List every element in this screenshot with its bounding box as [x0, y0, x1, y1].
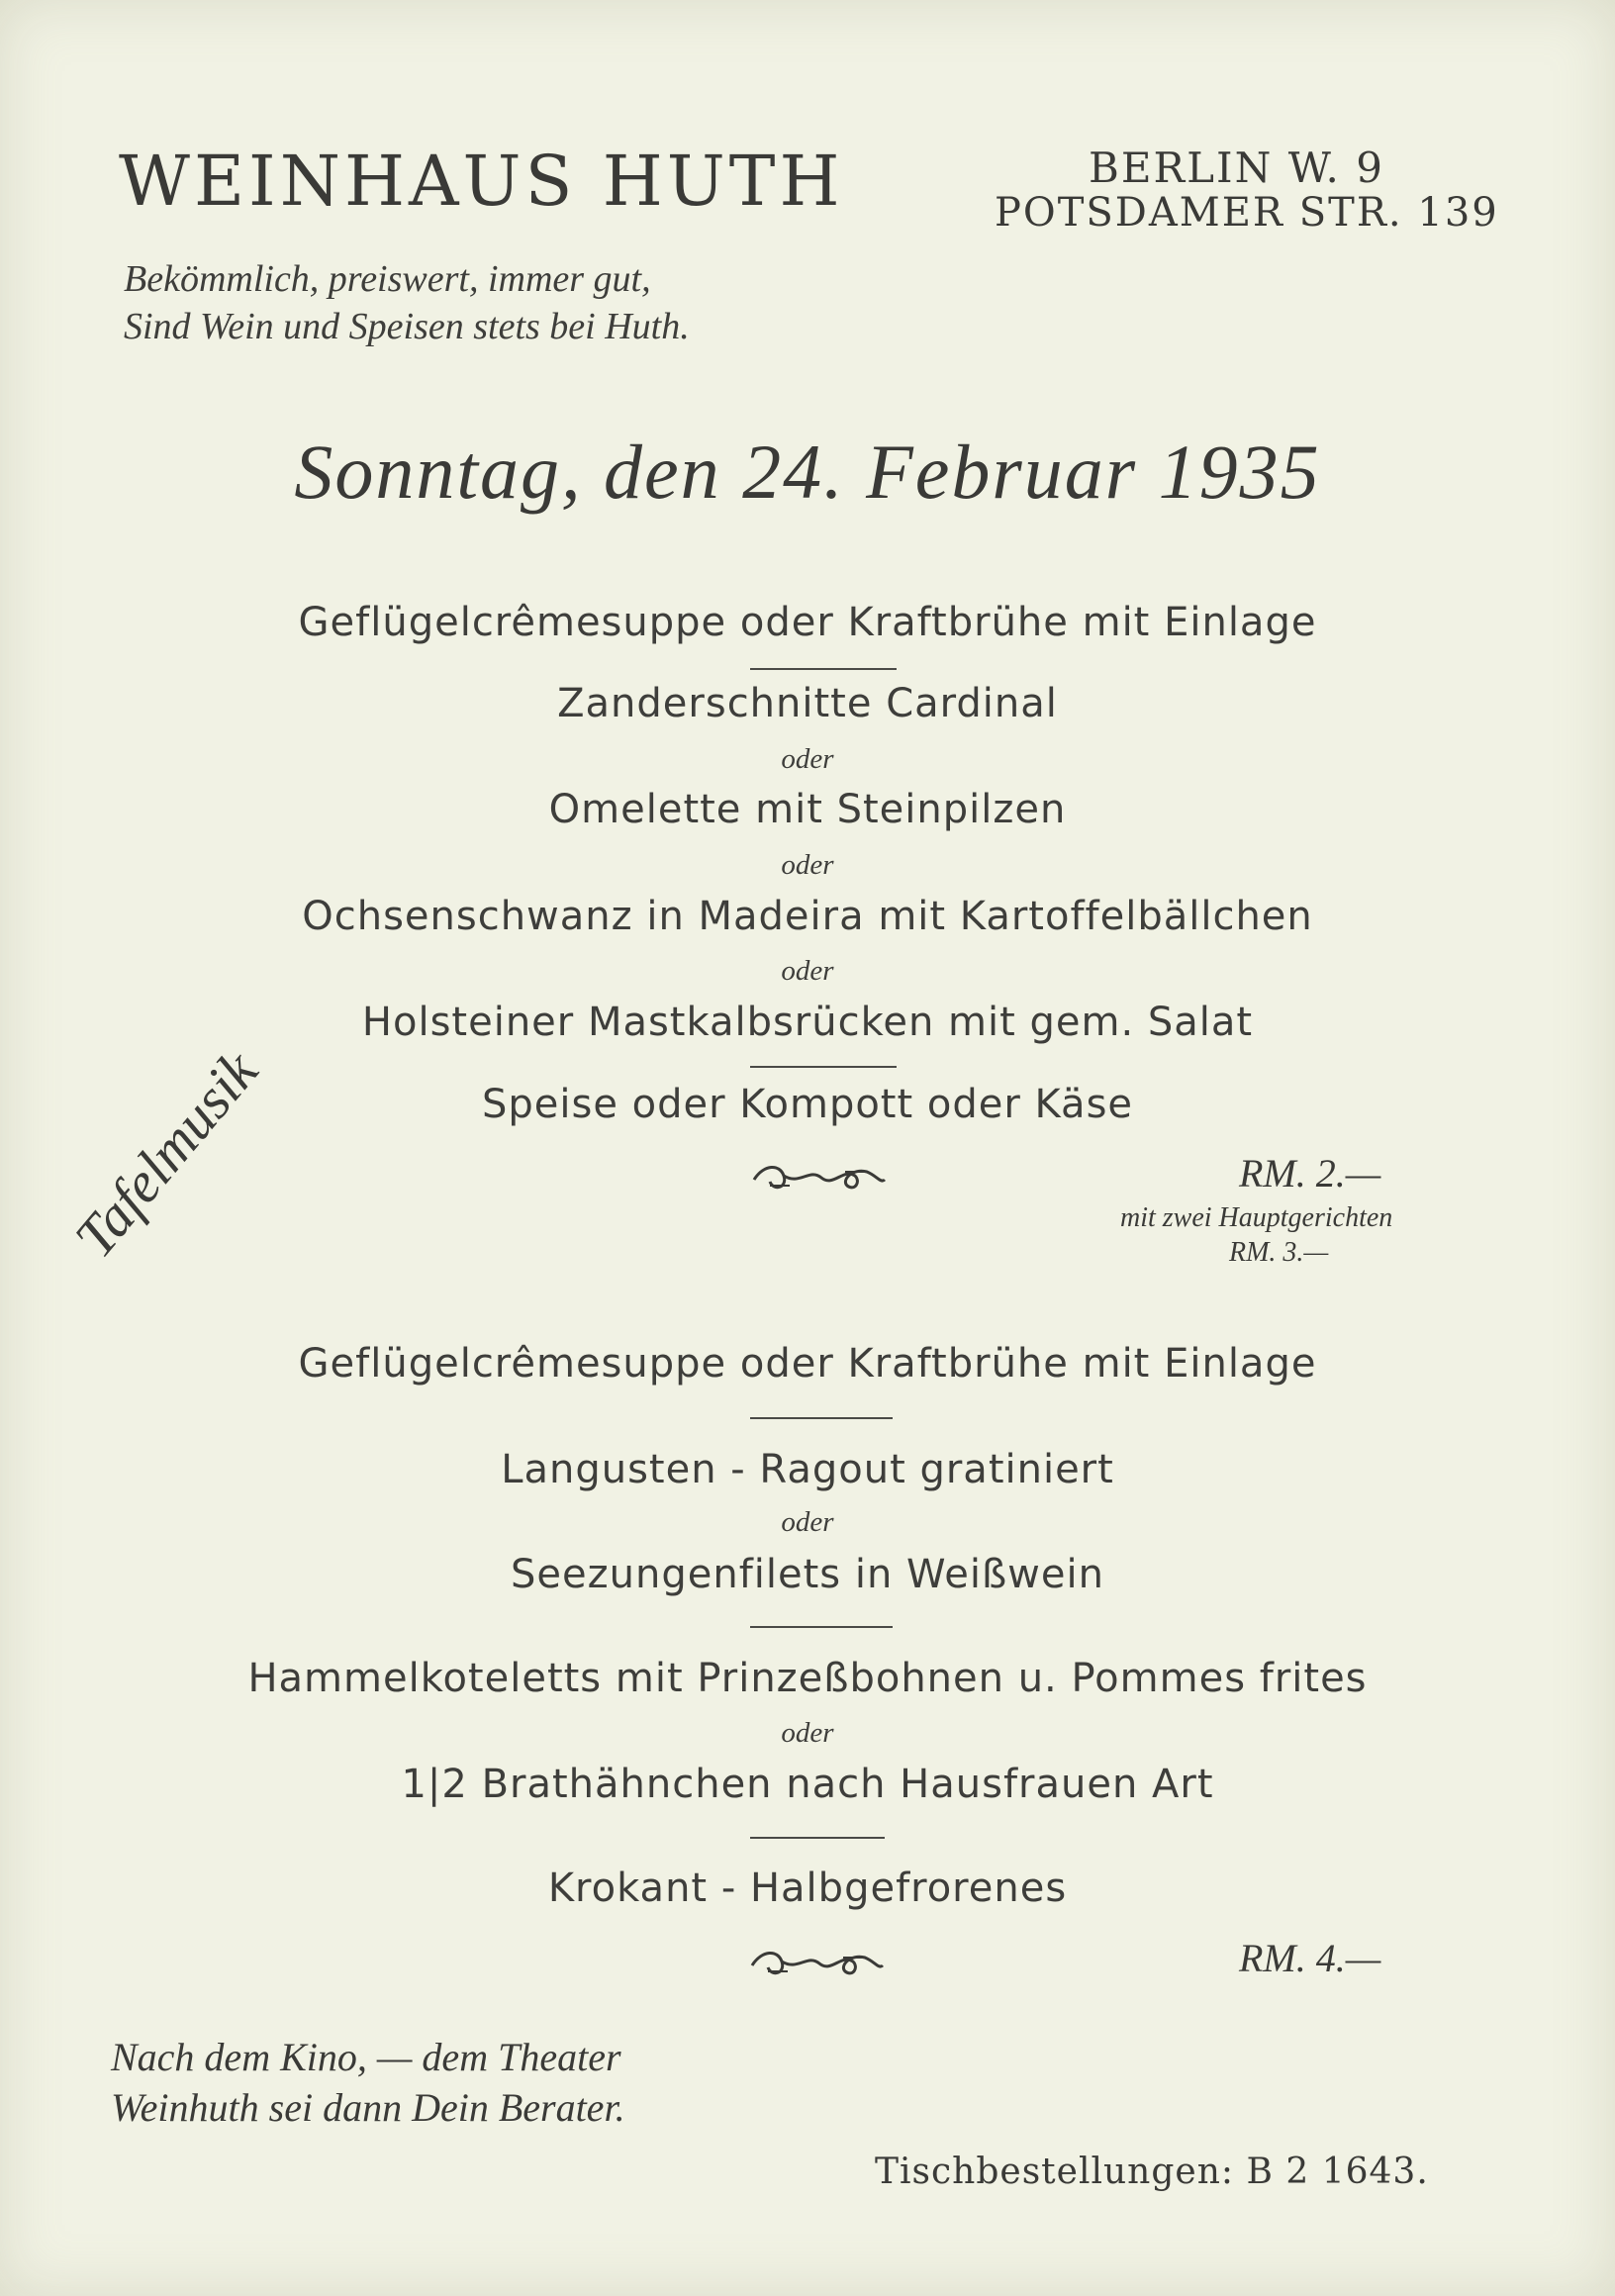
- menu1-main-1: Zanderschnitte Cardinal: [557, 681, 1058, 726]
- footer-motto-line-2: Weinhuth sei dann Dein Berater.: [111, 2085, 625, 2130]
- menu1-oder-1: oder: [781, 743, 834, 775]
- menu1-divider-2: [750, 1066, 897, 1068]
- menu1-oder-3: oder: [781, 955, 834, 987]
- footer-motto-line-1: Nach dem Kino, — dem Theater: [111, 2035, 621, 2079]
- menu2-oder-1: oder: [781, 1506, 834, 1538]
- menu2-fish-2: Seezungenfilets in Weißwein: [511, 1552, 1104, 1597]
- tafelmusik-note: Tafelmusik: [61, 1038, 270, 1270]
- address-street: POTSDAMER STR. 139: [995, 190, 1499, 236]
- menu2-oder-2: oder: [781, 1717, 834, 1749]
- menu2-price: RM. 4.—: [1239, 1936, 1381, 1980]
- ornament-flourish-icon: [750, 1158, 889, 1197]
- menu2-divider-1: [750, 1417, 893, 1419]
- menu1-main-2: Omelette mit Steinpilzen: [548, 787, 1067, 832]
- menu1-oder-2: oder: [781, 849, 834, 881]
- motto-line-1: Bekömmlich, preiswert, immer gut,: [124, 258, 651, 300]
- address-city: BERLIN W. 9: [1089, 144, 1384, 192]
- menu2-dessert: Krokant - Halbgefrorenes: [547, 1866, 1068, 1911]
- menu2-fish-1: Langusten - Ragout gratiniert: [501, 1447, 1114, 1492]
- menu2-main-1: Hammelkoteletts mit Prinzeßbohnen u. Pommes frites: [247, 1656, 1368, 1701]
- menu1-dessert: Speise oder Kompott oder Käse: [481, 1082, 1134, 1127]
- menu2-divider-2: [750, 1626, 893, 1628]
- table-booking-phone: Tischbestellungen: B 2 1643.: [875, 2152, 1429, 2192]
- menu2-main-2: 1|2 Brathähnchen nach Hausfrauen Art: [401, 1762, 1214, 1807]
- menu1-price: RM. 2.—: [1239, 1151, 1381, 1196]
- menu1-main-3: Ochsenschwanz in Madeira mit Kartoffelbällchen: [302, 894, 1313, 939]
- menu1-price-alt: RM. 3.—: [1229, 1237, 1329, 1268]
- menu2-divider-3: [750, 1837, 885, 1839]
- ornament-flourish-icon: [748, 1944, 887, 1983]
- menu1-divider-1: [750, 668, 897, 670]
- restaurant-name: WEINHAUS HUTH: [119, 141, 844, 222]
- motto-line-2: Sind Wein und Speisen stets bei Huth.: [124, 306, 690, 347]
- menu-date: Sonntag, den 24. Februar 1935: [294, 429, 1321, 515]
- menu1-main-4: Holsteiner Mastkalbsrücken mit gem. Salat: [361, 1000, 1254, 1045]
- menu1-soup: Geflügelcrêmesuppe oder Kraftbrühe mit Einlage: [298, 600, 1317, 645]
- menu2-soup: Geflügelcrêmesuppe oder Kraftbrühe mit Einlage: [298, 1341, 1317, 1387]
- menu1-price-note: mit zwei Hauptgerichten: [1120, 1202, 1393, 1233]
